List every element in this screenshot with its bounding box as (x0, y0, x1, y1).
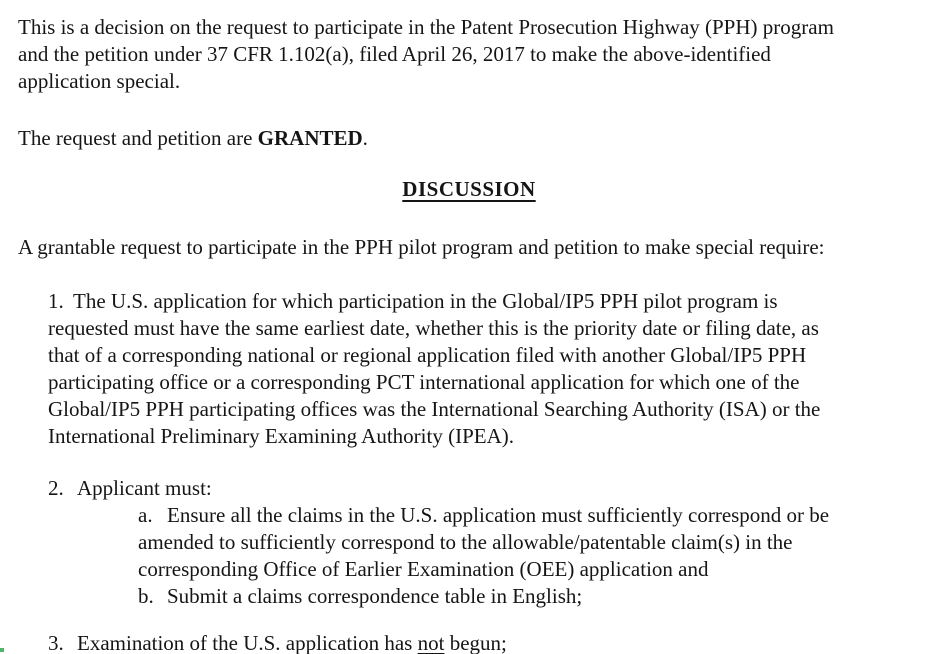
sub-item-a-line-1 (138, 502, 920, 529)
item1-line-4: participating office or a corresponding PCT international application for which one of the (48, 370, 800, 394)
sub-item-a-line-3: corresponding Office of Earlier Examination (OEE) application and (138, 557, 709, 581)
item1-line-1-text: The U.S. application for which participation in the Global/IP5 PPH pilot program is (73, 289, 778, 313)
intro-line-2: and the petition under 37 CFR 1.102(a), filed April 26, 2017 to make the above-identified (18, 42, 771, 66)
item1-number: 1. (48, 289, 64, 313)
intro-line-1: This is a decision on the request to participate in the Patent Prosecution Highway (PPH) program (18, 15, 834, 39)
sub-item-b-text: Submit a claims correspondence table in English; (167, 584, 583, 608)
item2-sub-items (138, 502, 920, 610)
grant-statement (18, 125, 920, 152)
intro-paragraph (18, 14, 920, 95)
sub-item-a-line-2: amended to sufficiently correspond to the allowable/patentable claim(s) in the (138, 530, 793, 554)
sub-item-a-letter: a. (138, 503, 153, 527)
item1-line-3: that of a corresponding national or regional application filed with another Global/IP5 PPH (48, 343, 807, 367)
discussion-heading (18, 176, 920, 203)
granted-emphasis: GRANTED (257, 126, 363, 150)
item3-text-after: begun; (444, 631, 507, 654)
sub-item-b-letter: b. (138, 584, 154, 608)
item1-line-5: Global/IP5 PPH participating offices was the International Searching Authority (ISA) or the (48, 397, 821, 421)
discussion-heading-text: DISCUSSION (402, 177, 536, 201)
item2-heading-line (48, 475, 920, 502)
grant-statement-suffix: . (362, 126, 368, 150)
requirement-item-3 (48, 630, 920, 654)
grant-statement-prefix: The request and petition are (18, 126, 258, 150)
requirement-item-1 (48, 288, 920, 450)
item3-number: 3. (48, 631, 64, 654)
item1-line-1 (48, 288, 920, 315)
sub-item-a-line-1-text: Ensure all the claims in the U.S. application must sufficiently correspond or be (167, 503, 830, 527)
item3-text-before: Examination of the U.S. application has (77, 631, 418, 654)
requirements-intro: A grantable request to participate in the PPH pilot program and petition to make special require: (18, 235, 825, 259)
item2-text: Applicant must: (77, 476, 212, 500)
item1-line-2: requested must have the same earliest date, whether this is the priority date or filing date, as (48, 316, 819, 340)
scan-artifact-mark (0, 648, 4, 652)
requirement-item-2 (48, 475, 920, 610)
sub-item-b-line (138, 583, 920, 610)
item2-number: 2. (48, 476, 64, 500)
item3-underlined-word: not (417, 631, 445, 654)
intro-line-3: application special. (18, 69, 181, 93)
item1-line-6: International Preliminary Examining Authority (IPEA). (48, 424, 514, 448)
